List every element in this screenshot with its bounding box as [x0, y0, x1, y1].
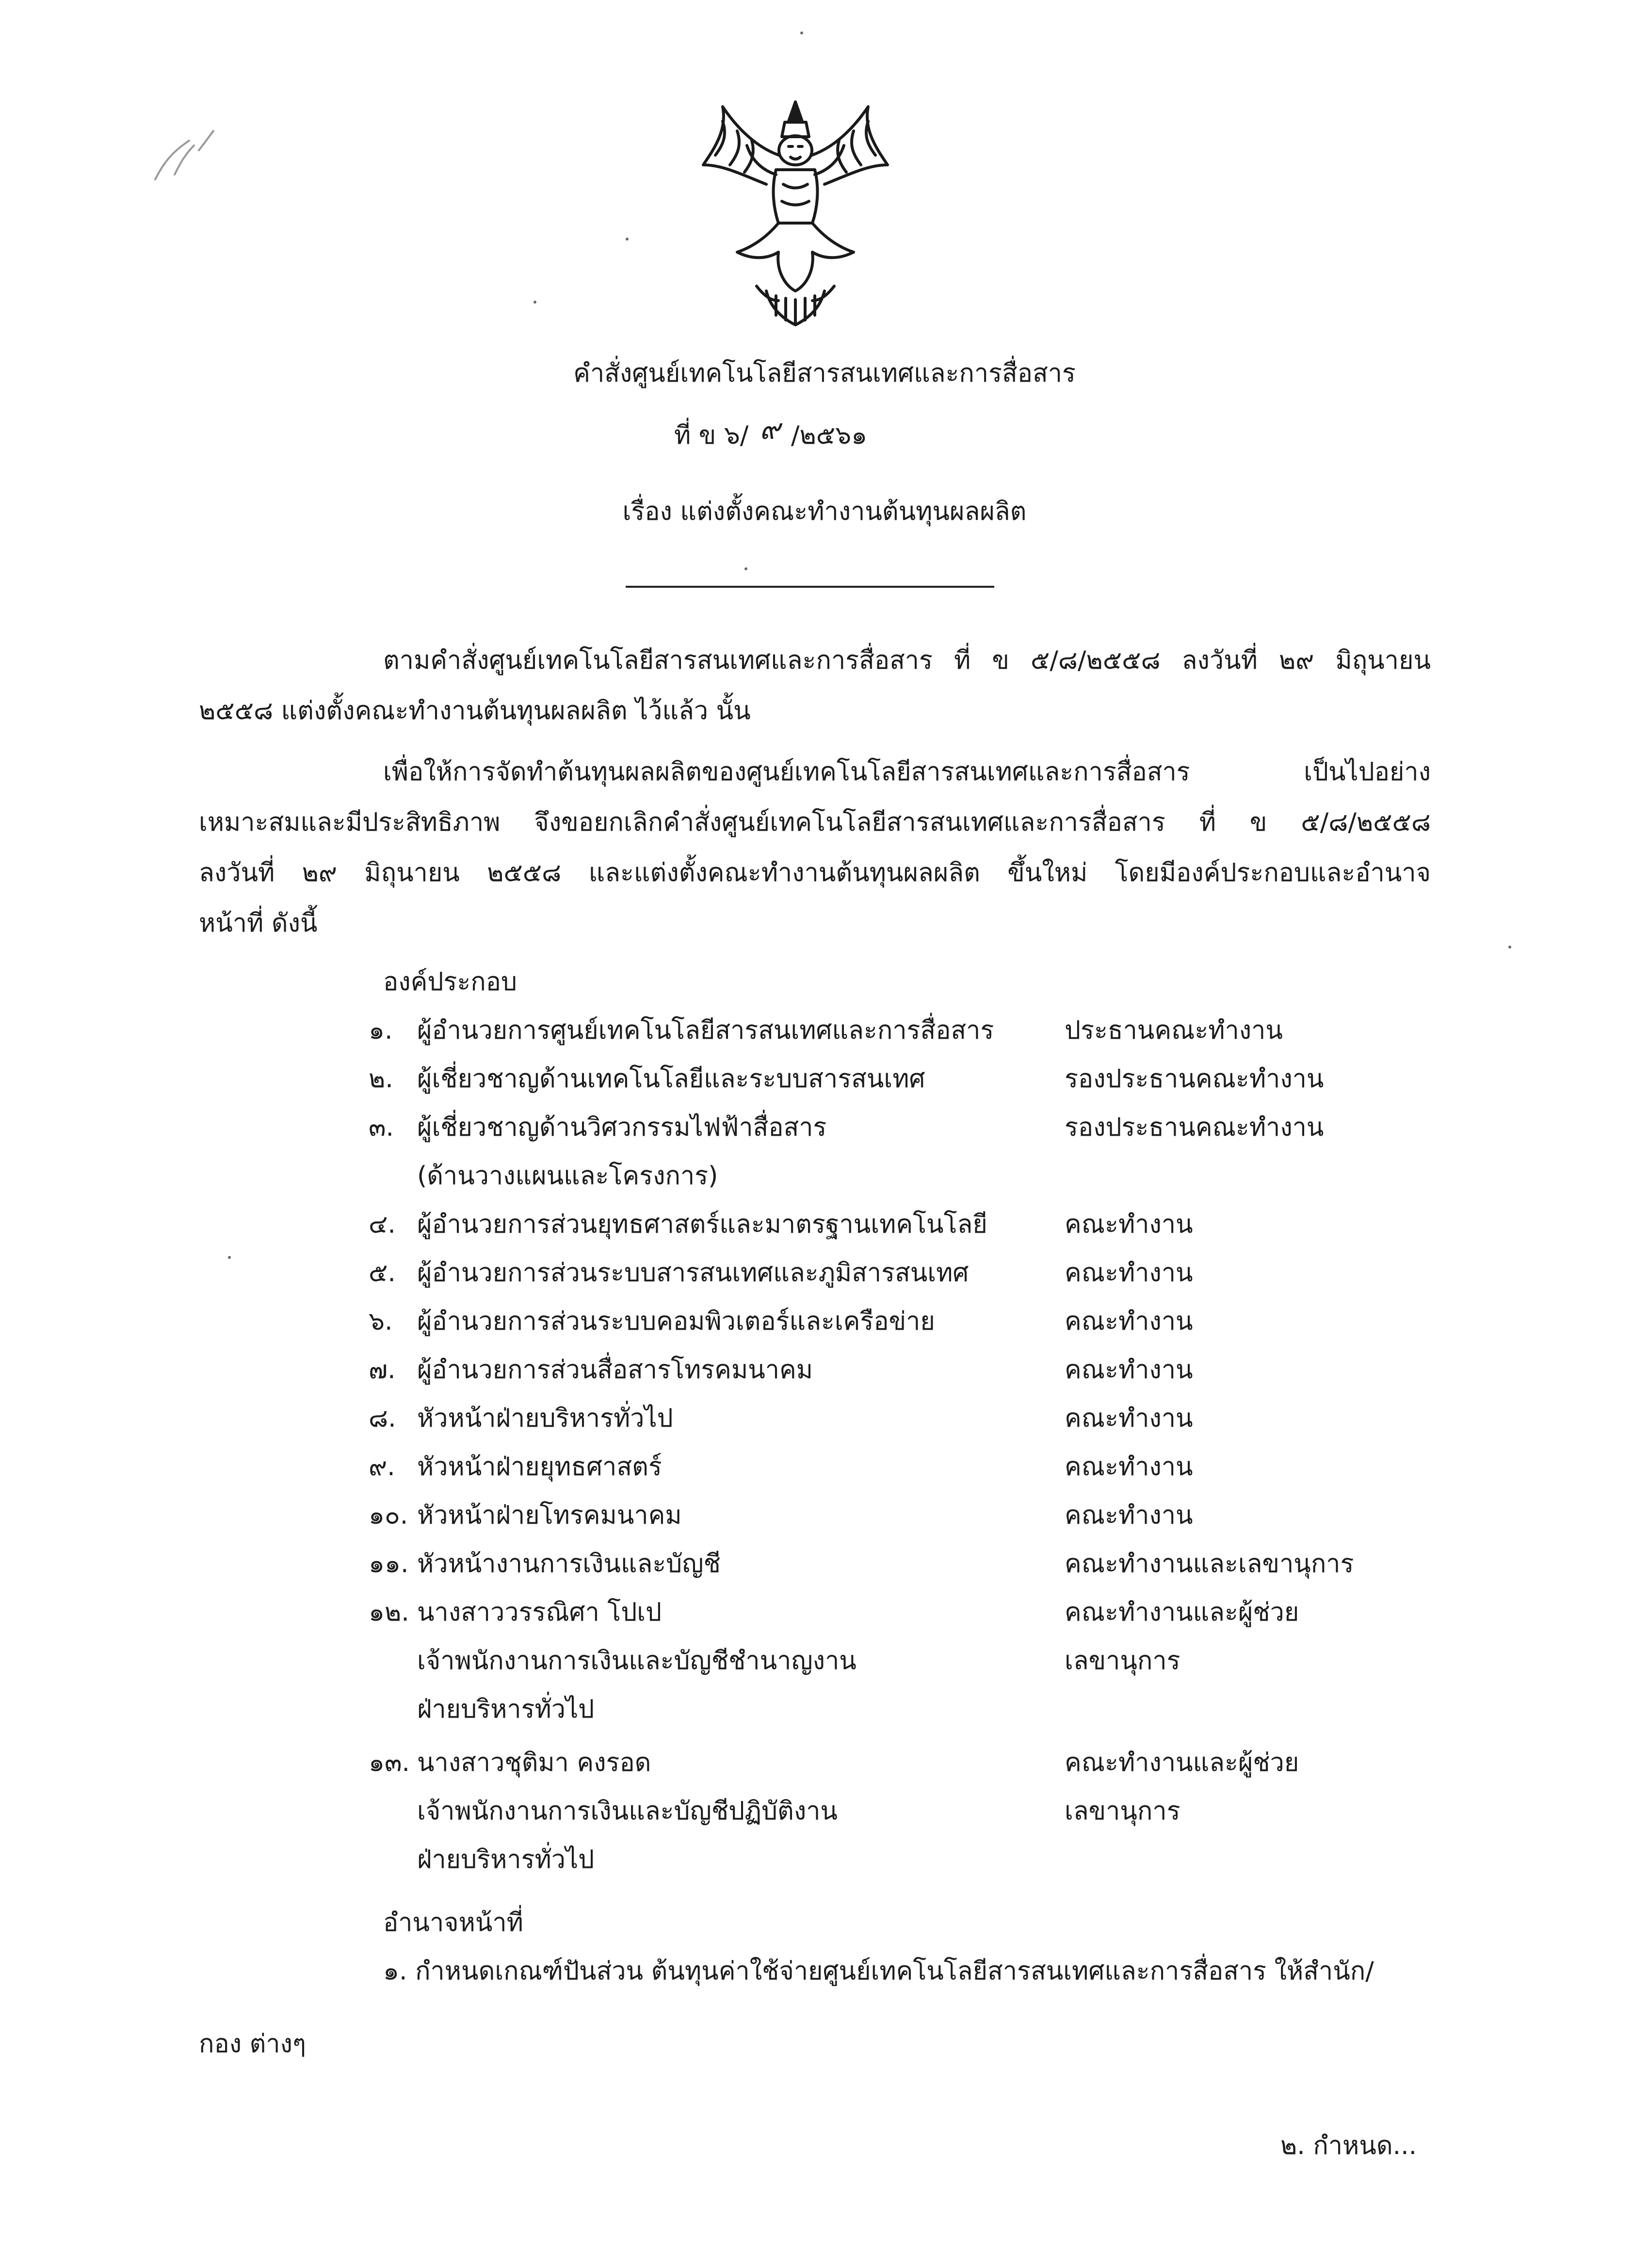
member-position: เจ้าพนักงานการเงินและบัญชีปฏิบัติงาน: [417, 1797, 838, 1826]
member-role: ประธานคณะทำงาน: [1065, 1016, 1283, 1045]
scan-speck: [626, 238, 629, 241]
member-role-cont: เลขานุการ: [1065, 1797, 1180, 1826]
member-role: รองประธานคณะทำงาน: [1065, 1064, 1324, 1094]
order-number: [674, 413, 868, 452]
member-name: นางสาวชุติมา คงรอด: [417, 1748, 651, 1777]
member-name: ผู้อำนวยการส่วนสื่อสารโทรคมนาคม: [417, 1355, 813, 1384]
member-number: ๔.: [369, 1210, 396, 1239]
member-role: คณะทำงาน: [1065, 1452, 1193, 1481]
paragraph-2-line: หน้าที่ ดังนี้: [199, 909, 318, 938]
member-name: ผู้เชี่ยวชาญด้านวิศวกรรมไฟฟ้าสื่อสาร: [417, 1113, 827, 1142]
member-position: เจ้าพนักงานการเงินและบัญชีชำนาญงาน: [417, 1646, 857, 1675]
member-number: ๕.: [369, 1258, 396, 1287]
member-division: ฝ่ายบริหารทั่วไป: [417, 1695, 595, 1724]
member-name: หัวหน้าฝ่ายยุทธศาสตร์: [417, 1452, 662, 1481]
member-number: ๑.: [369, 1016, 393, 1045]
paragraph-2-line: เหมาะสมและมีประสิทธิภาพ จึงขอยกเลิกคำสั่งศูนย์เทคโนโลยีสารสนเทศและการสื่อสาร ที่ ข ๕/๘/๒๕๕๘: [199, 808, 1431, 837]
member-name: นางสาววรรณิศา โปเป: [417, 1598, 662, 1627]
member-number: ๙.: [369, 1452, 395, 1481]
paragraph-1: [199, 635, 1431, 736]
order-number-prefix: ที่ ข ๖/: [674, 421, 749, 450]
scan-speck: [1508, 946, 1511, 949]
member-role: คณะทำงาน: [1065, 1355, 1193, 1384]
scan-speck: [800, 32, 803, 34]
pencil-mark-icon: [146, 121, 223, 194]
member-name: ผู้อำนวยการส่วนระบบคอมพิวเตอร์และเครือข่าย: [417, 1307, 935, 1336]
member-role: คณะทำงาน: [1065, 1307, 1193, 1336]
paragraph-1-line: ตามคำสั่งศูนย์เทคโนโลยีสารสนเทศและการสื่อสาร ที่ ข ๕/๘/๒๕๕๘ ลงวันที่ ๒๙ มิถุนายน: [383, 646, 1431, 675]
member-role: คณะทำงานและผู้ช่วย: [1065, 1748, 1299, 1777]
member-number: ๓.: [369, 1113, 394, 1142]
member-role: รองประธานคณะทำงาน: [1065, 1113, 1324, 1142]
member-name: หัวหน้างานการเงินและบัญชี: [417, 1549, 721, 1578]
scan-speck: [534, 301, 536, 304]
member-division: ฝ่ายบริหารทั่วไป: [417, 1845, 595, 1874]
continuation-note: ๒. กำหนด...: [1280, 2131, 1417, 2160]
member-number: ๒.: [369, 1064, 393, 1094]
paragraph-2: [199, 747, 1431, 949]
order-subject: เรื่อง แต่งตั้งคณะทำงานต้นทุนผลผลิต: [622, 497, 1027, 526]
order-title: คำสั่งศูนย์เทคโนโลยีสารสนเทศและการสื่อสาร: [573, 359, 1076, 388]
member-role: คณะทำงานและผู้ช่วย: [1065, 1598, 1299, 1627]
member-number: ๑๐.: [369, 1501, 408, 1530]
garuda-emblem-icon: [694, 92, 897, 335]
scan-speck: [744, 567, 747, 570]
member-role-cont: เลขานุการ: [1065, 1646, 1180, 1675]
order-number-suffix: /๒๕๖๑: [791, 421, 868, 450]
member-number: ๗.: [369, 1355, 396, 1384]
member-name: หัวหน้าฝ่ายบริหารทั่วไป: [417, 1404, 673, 1433]
member-role: คณะทำงาน: [1065, 1501, 1193, 1530]
composition-heading: องค์ประกอบ: [383, 967, 517, 997]
member-role: คณะทำงาน: [1065, 1210, 1193, 1239]
paragraph-2-line: ลงวันที่ ๒๙ มิถุนายน ๒๕๕๘ และแต่งตั้งคณะทำงานต้นทุนผลผลิต ขึ้นใหม่ โดยมีองค์ประกอบและอำนาจ: [199, 858, 1431, 887]
member-name: ผู้อำนวยการส่วนยุทธศาสตร์และมาตรฐานเทคโนโลยี: [417, 1210, 987, 1239]
member-number: ๑๑.: [369, 1549, 409, 1578]
paragraph-2-line: เพื่อให้การจัดทำต้นทุนผลผลิตของศูนย์เทคโนโลยีสารสนเทศและการสื่อสาร เป็นไปอย่าง: [383, 757, 1431, 787]
member-number: ๑๓.: [369, 1748, 410, 1777]
member-number: ๑๒.: [369, 1598, 409, 1627]
member-name: ผู้เชี่ยวชาญด้านเทคโนโลยีและระบบสารสนเทศ: [417, 1064, 925, 1094]
member-name-detail: (ด้านวางแผนและโครงการ): [417, 1161, 718, 1190]
member-name: หัวหน้าฝ่ายโทรคมนาคม: [417, 1501, 682, 1530]
member-role: คณะทำงาน: [1065, 1404, 1193, 1433]
member-number: ๘.: [369, 1404, 396, 1433]
duties-heading: อำนาจหน้าที่: [383, 1908, 523, 1937]
order-number-handwritten: ๙: [759, 413, 780, 446]
scan-speck: [228, 1256, 231, 1259]
member-role: คณะทำงานและเลขานุการ: [1065, 1549, 1354, 1578]
member-number: ๖.: [369, 1307, 393, 1336]
member-name: ผู้อำนวยการศูนย์เทคโนโลยีสารสนเทศและการสื่อสาร: [417, 1016, 994, 1045]
duty-1-line-cont: กอง ต่างๆ: [199, 2029, 306, 2059]
duty-1-line: ๑. กำหนดเกณฑ์ปันส่วน ต้นทุนค่าใช้จ่ายศูนย์เทคโนโลยีสารสนเทศและการสื่อสาร ให้สำนัก/: [383, 1957, 1374, 1986]
member-role: คณะทำงาน: [1065, 1258, 1193, 1287]
paragraph-1-line: ๒๕๕๘ แต่งตั้งคณะทำงานต้นทุนผลผลิต ไว้แล้ว นั้น: [199, 696, 751, 725]
title-divider: [626, 586, 994, 588]
member-name: ผู้อำนวยการส่วนระบบสารสนเทศและภูมิสารสนเทศ: [417, 1258, 969, 1287]
